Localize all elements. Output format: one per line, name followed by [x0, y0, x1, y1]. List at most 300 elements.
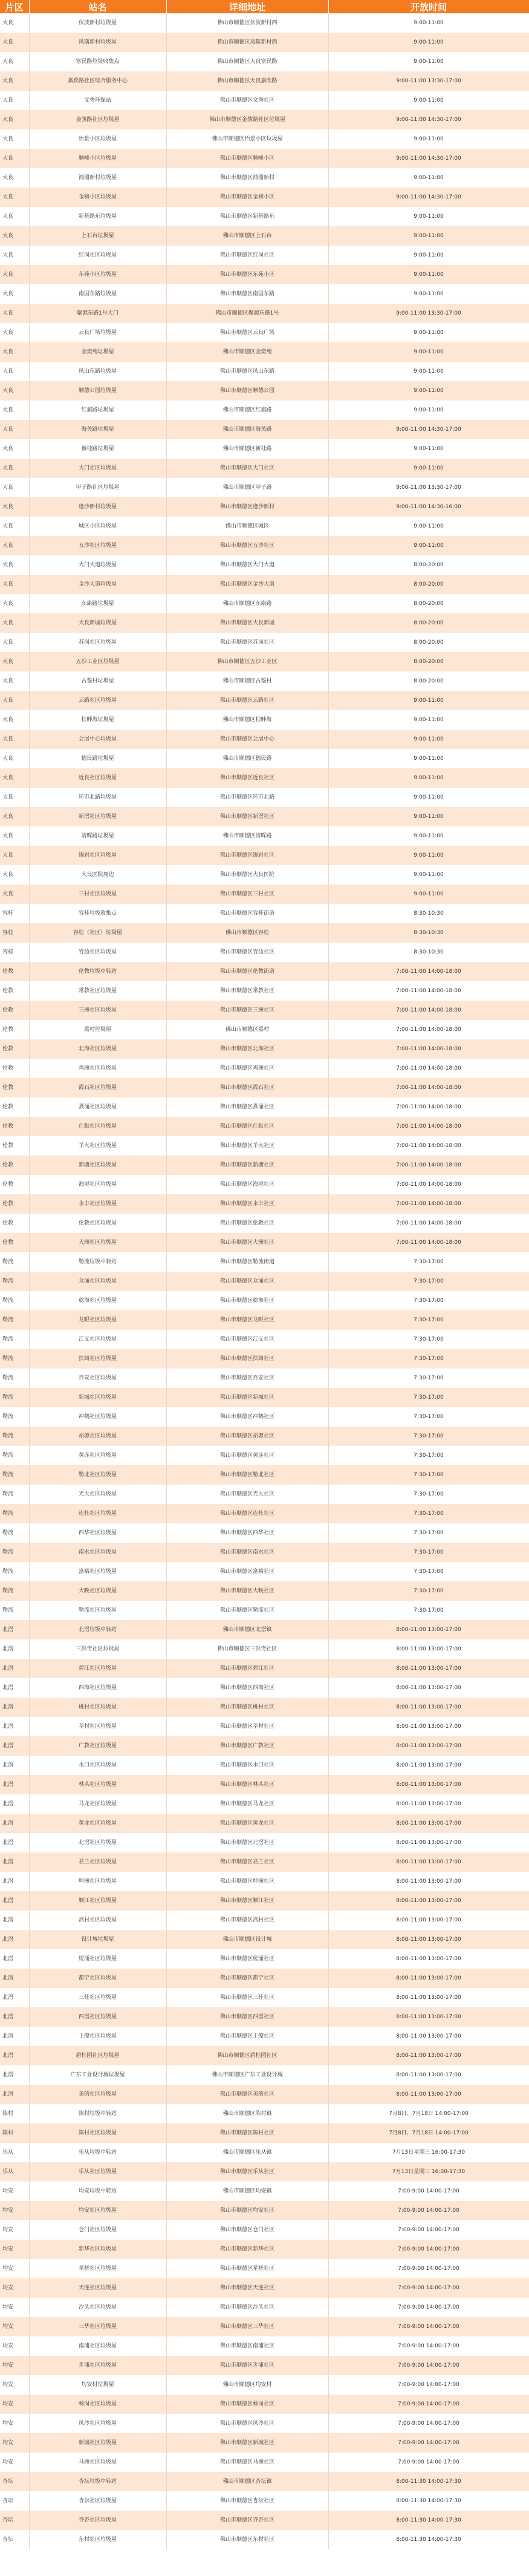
cell-hours: 8:00-20:00	[328, 633, 529, 652]
cell-address: 佛山市顺德区羊大社区	[166, 1136, 328, 1156]
cell-address: 佛山市顺德区大门大道	[166, 555, 328, 575]
cell-address: 佛山市顺德区广东工业设计城	[166, 2065, 328, 2085]
cell-area: 大良	[0, 865, 29, 884]
cell-area: 大良	[0, 110, 29, 129]
cell-area: 勒流	[0, 1504, 29, 1523]
cell-area: 北滘	[0, 1969, 29, 1988]
table-row	[0, 459, 529, 478]
cell-name: 百安社区垃圾屋	[29, 1368, 166, 1388]
cell-address: 佛山市顺德区莘村社区	[166, 1717, 328, 1736]
cell-area: 勒流	[0, 1272, 29, 1291]
cell-area: 勒流	[0, 1330, 29, 1349]
cell-name: 上僚社区垃圾屋	[29, 2027, 166, 2046]
cell-address: 佛山市顺德区三村社区	[166, 884, 328, 904]
table-row	[0, 1117, 529, 1136]
cell-name: 红岗社区垃圾屋	[29, 246, 166, 265]
cell-address: 佛山市顺德区桃村社区	[166, 1698, 328, 1717]
cell-hours: 7:30-17:00	[328, 1252, 529, 1272]
table-row	[0, 2530, 529, 2549]
cell-address: 佛山市顺德区逢沙新村	[166, 497, 328, 517]
cell-hours: 7:30-17:00	[328, 1272, 529, 1291]
cell-address: 佛山市顺德区顺德公园	[166, 381, 328, 400]
cell-address: 佛山市顺德区杏坛社区	[166, 2491, 328, 2511]
cell-area: 大良	[0, 168, 29, 188]
table-row	[0, 2085, 529, 2104]
cell-area: 勒流	[0, 1368, 29, 1388]
table-row	[0, 865, 529, 884]
cell-hours: 7:00-11:00 14:00-18:00	[328, 1059, 529, 1078]
cell-address: 佛山市顺德区北海社区	[166, 1039, 328, 1059]
cell-address: 佛山市顺德区文秀社区	[166, 91, 328, 110]
cell-hours: 7:00-11:00 14:00-18:00	[328, 981, 529, 1001]
cell-area: 均安	[0, 2356, 29, 2375]
cell-address: 佛山市顺德区大良嘉欣路	[166, 71, 328, 91]
table-row	[0, 1175, 529, 1194]
cell-area: 大良	[0, 91, 29, 110]
cell-area: 均安	[0, 2201, 29, 2220]
table-row	[0, 2143, 529, 2162]
cell-name: 凤沙社区垃圾屋	[29, 2414, 166, 2433]
cell-area: 大良	[0, 555, 29, 575]
table-row	[0, 710, 529, 730]
cell-hours: 7月8日、7月18日 14:00-17:00	[328, 2104, 529, 2123]
table-row	[0, 246, 529, 265]
cell-area: 大良	[0, 633, 29, 652]
table-row	[0, 2027, 529, 2046]
cell-name: 广东工业设计城垃圾屋	[29, 2065, 166, 2085]
cell-name: 荔村垃圾屋	[29, 1020, 166, 1039]
cell-hours: 8:00-11:00 13:00-17:00	[328, 1833, 529, 1852]
table-row	[0, 807, 529, 826]
cell-hours: 7:00-11:00 14:00-18:00	[328, 1001, 529, 1020]
cell-name: 新城社区垃圾屋	[29, 2433, 166, 2453]
cell-address: 佛山市顺德区碧桂园社区	[166, 2046, 328, 2065]
cell-hours: 7:30-17:00	[328, 1349, 529, 1368]
cell-name: 三华社区垃圾屋	[29, 2317, 166, 2336]
cell-address: 佛山市顺德区云良广场	[166, 323, 328, 342]
cell-hours: 8:00-11:30 14:00-17:30	[328, 2472, 529, 2491]
cell-address: 佛山市顺德区齐杏社区	[166, 2511, 328, 2530]
cell-area: 大良	[0, 188, 29, 207]
cell-hours: 9:00-11:00	[328, 730, 529, 749]
cell-name: 新华社区垃圾屋	[29, 2240, 166, 2259]
cell-area: 大良	[0, 672, 29, 691]
cell-name: 三洲社区垃圾屋	[29, 1001, 166, 1020]
table-row	[0, 1872, 529, 1891]
cell-name: 陈村社区垃圾屋	[29, 2123, 166, 2143]
cell-name: 伦教垃圾中转站	[29, 962, 166, 981]
cell-area: 勒流	[0, 1465, 29, 1485]
cell-address: 佛山市顺德区红旗路	[166, 400, 328, 420]
cell-area: 大良	[0, 536, 29, 555]
cell-area: 勒流	[0, 1601, 29, 1620]
cell-hours: 9:00-11:00	[328, 129, 529, 149]
cell-area: 勒流	[0, 1252, 29, 1272]
cell-name: 马洲社区垃圾屋	[29, 2453, 166, 2472]
table-row	[0, 304, 529, 323]
cell-name: 怡景小区垃圾屋	[29, 129, 166, 149]
cell-hours: 8:00-11:00 13:00-17:00	[328, 1891, 529, 1911]
cell-name: 新滘社区垃圾屋	[29, 807, 166, 826]
cell-hours: 9:00-11:00	[328, 865, 529, 884]
table-body	[0, 13, 529, 2549]
cell-hours: 8:00-11:00 13:00-17:00	[328, 1988, 529, 2007]
cell-area: 大良	[0, 884, 29, 904]
cell-hours: 9:00-11:00	[328, 284, 529, 304]
cell-name: 鸿图新村垃圾屋	[29, 168, 166, 188]
cell-address: 佛山市顺德区君兰社区	[166, 1852, 328, 1872]
cell-name: 碧桂园社区垃圾屋	[29, 2046, 166, 2065]
cell-hours: 8:00-11:00 13:00-17:00	[328, 1775, 529, 1794]
cell-address: 佛山市顺德区新华社区	[166, 2240, 328, 2259]
cell-area: 北滘	[0, 2046, 29, 2065]
cell-address: 佛山市顺德区水口社区	[166, 1756, 328, 1775]
cell-hours: 7:00-11:00 14:00-18:00	[328, 1194, 529, 1214]
cell-address: 佛山市顺德区凤沙社区	[166, 2414, 328, 2433]
cell-area: 北滘	[0, 1930, 29, 1949]
cell-name: 东苑小区垃圾屋	[29, 265, 166, 284]
cell-area: 大良	[0, 13, 29, 33]
cell-area: 伦教	[0, 1001, 29, 1020]
cell-name: 扶闾社区垃圾屋	[29, 1349, 166, 1368]
cell-hours: 7:00-11:00 14:00-18:00	[328, 962, 529, 981]
cell-hours: 9:00-11:00	[328, 749, 529, 768]
table-row	[0, 1330, 529, 1349]
cell-address: 佛山市顺德区三桂社区	[166, 1988, 328, 2007]
cell-name: 顺德公园垃圾屋	[29, 381, 166, 400]
table-row	[0, 981, 529, 1001]
table-row	[0, 168, 529, 188]
cell-hours: 9:00-11:00	[328, 323, 529, 342]
cell-address: 佛山市顺德区顺峰小区	[166, 149, 328, 168]
cell-name: 文秀环保站	[29, 91, 166, 110]
cell-area: 北滘	[0, 1833, 29, 1852]
cell-name: 金奕苑垃圾屋	[29, 342, 166, 362]
cell-hours: 8:00-11:00 13:00-17:00	[328, 2085, 529, 2104]
table-row	[0, 555, 529, 575]
cell-hours: 9:00-11:00	[328, 710, 529, 730]
cell-area: 均安	[0, 2259, 29, 2278]
table-row	[0, 13, 529, 33]
cell-hours: 8:00-20:00	[328, 555, 529, 575]
cell-area: 均安	[0, 2453, 29, 2472]
cell-hours: 9:00-11:00	[328, 459, 529, 478]
cell-name: 凤山东路垃圾屋	[29, 362, 166, 381]
cell-area: 北滘	[0, 2007, 29, 2027]
cell-name: 大良新城垃圾屋	[29, 613, 166, 633]
cell-name: 金榜小区垃圾屋	[29, 188, 166, 207]
cell-name: 金沙大道垃圾屋	[29, 575, 166, 594]
cell-address: 佛山市顺德区近良社区	[166, 768, 328, 788]
cell-name: 坤洲社区垃圾屋	[29, 1872, 166, 1891]
cell-area: 北滘	[0, 1659, 29, 1678]
cell-hours: 7:30-17:00	[328, 1310, 529, 1330]
cell-address: 佛山市顺德区陈村社区	[166, 2123, 328, 2143]
cell-address: 佛山市顺德区北滘镇	[166, 1620, 328, 1639]
table-row	[0, 1001, 529, 1020]
cell-address: 佛山市顺德区均安镇	[166, 2182, 328, 2201]
table-row	[0, 2491, 529, 2511]
cell-hours: 7:00-9:00 14:00-17:00	[328, 2201, 529, 2220]
cell-address: 佛山市顺德区伏波新村西	[166, 13, 328, 33]
cell-hours: 9:00-11:00 14:30-17:00	[328, 420, 529, 439]
table-row	[0, 2453, 529, 2472]
cell-name: 德民路垃圾屋	[29, 749, 166, 768]
cell-address: 佛山市顺德区聚源东路1号	[166, 304, 328, 323]
cell-address: 佛山市顺德区乐从镇	[166, 2143, 328, 2162]
cell-area: 北滘	[0, 1852, 29, 1872]
cell-hours: 8:00-11:00 13:00-17:00	[328, 1756, 529, 1775]
table-row	[0, 884, 529, 904]
cell-address: 佛山市顺德区新塘社区	[166, 1156, 328, 1175]
table-row	[0, 2259, 529, 2278]
cell-hours: 9:00-11:00	[328, 33, 529, 52]
cell-name: 广教社区垃圾屋	[29, 1736, 166, 1756]
cell-area: 北滘	[0, 1988, 29, 2007]
cell-name: 碧江社区垃圾屋	[29, 1659, 166, 1678]
cell-area: 大良	[0, 749, 29, 768]
cell-name: 龙眼社区垃圾屋	[29, 1310, 166, 1330]
cell-area: 北滘	[0, 2027, 29, 2046]
cell-name: 裕源社区垃圾屋	[29, 1427, 166, 1446]
table-row	[0, 478, 529, 497]
table-row	[0, 2298, 529, 2317]
cell-area: 大良	[0, 52, 29, 71]
cell-name: 鸡洲社区垃圾屋	[29, 1059, 166, 1078]
cell-area: 大良	[0, 517, 29, 536]
cell-name: 众涌社区垃圾屋	[29, 1272, 166, 1291]
cell-address: 佛山市顺德区金榜小区	[166, 188, 328, 207]
table-row	[0, 749, 529, 768]
cell-name: 南浦社区垃圾屋	[29, 2336, 166, 2356]
cell-address: 佛山市顺德区桂畔海	[166, 710, 328, 730]
table-row	[0, 846, 529, 865]
cell-address: 佛山市顺德区马洲社区	[166, 2453, 328, 2472]
cell-area: 大良	[0, 478, 29, 497]
table-row	[0, 1911, 529, 1930]
cell-name: 马龙社区垃圾屋	[29, 1794, 166, 1814]
cell-name: 设计城垃圾屋	[29, 1930, 166, 1949]
cell-address: 佛山市顺德区大良富民路	[166, 52, 328, 71]
cell-name: 桃村社区垃圾屋	[29, 1698, 166, 1717]
table-row	[0, 149, 529, 168]
cell-hours: 8:00-11:00 13:00-17:00	[328, 1659, 529, 1678]
cell-name: 勒流垃圾中转站	[29, 1252, 166, 1272]
cell-address: 佛山市顺德区光大社区	[166, 1485, 328, 1504]
cell-hours: 7:00-9:00 14:00-17:00	[328, 2336, 529, 2356]
cell-area: 大良	[0, 323, 29, 342]
cell-name: 顺江社区垃圾屋	[29, 1891, 166, 1911]
cell-area: 大良	[0, 33, 29, 52]
cell-address: 佛山市顺德区沙头社区	[166, 2298, 328, 2317]
cell-hours: 9:00-11:00	[328, 246, 529, 265]
cell-name: 仕版社区垃圾屋	[29, 1117, 166, 1136]
table-row	[0, 594, 529, 613]
cell-hours: 7:30-17:00	[328, 1465, 529, 1485]
cell-name: 三桂社区垃圾屋	[29, 1988, 166, 2007]
table-row	[0, 1214, 529, 1233]
cell-address: 佛山市顺德区海尾社区	[166, 1175, 328, 1194]
cell-name: 云良广场垃圾屋	[29, 323, 166, 342]
cell-name: 伦教社区垃圾屋	[29, 1214, 166, 1233]
cell-address: 佛山市顺德区马龙社区	[166, 1794, 328, 1814]
cell-name: 北海社区垃圾屋	[29, 1039, 166, 1059]
cell-area: 伦教	[0, 1059, 29, 1078]
cell-area: 北滘	[0, 1794, 29, 1814]
table-row	[0, 2240, 529, 2259]
cell-address: 佛山市顺德区富裕社区	[166, 1562, 328, 1581]
table-row	[0, 2220, 529, 2240]
cell-address: 佛山市顺德区金沙大道	[166, 575, 328, 594]
cell-area: 勒流	[0, 1310, 29, 1330]
cell-hours: 7:00-9:00 14:00-17:00	[328, 2414, 529, 2433]
cell-name: 莘村社区垃圾屋	[29, 1717, 166, 1736]
cell-hours: 7:00-9:00 14:00-17:00	[328, 2259, 529, 2278]
header-hours: 开放时间	[328, 0, 529, 13]
cell-hours: 8:00-11:00 13:00-17:00	[328, 1620, 529, 1639]
table-row	[0, 2162, 529, 2182]
cell-address: 佛山市顺德区容桂	[166, 923, 328, 943]
table-row	[0, 536, 529, 555]
table-row	[0, 497, 529, 517]
cell-area: 大良	[0, 710, 29, 730]
cell-hours: 8:00-11:30 14:00-17:30	[328, 2530, 529, 2549]
table-row	[0, 1485, 529, 1504]
cell-area: 勒流	[0, 1485, 29, 1504]
table-row	[0, 2433, 529, 2453]
table-row	[0, 2201, 529, 2220]
table-row	[0, 1407, 529, 1427]
cell-address: 佛山市顺德区西滘社区	[166, 2007, 328, 2027]
cell-name: 西滘社区垃圾屋	[29, 2007, 166, 2027]
table-row	[0, 652, 529, 672]
cell-address: 佛山市顺德区均安村	[166, 2375, 328, 2395]
cell-hours: 8:00-11:00 13:00-17:00	[328, 1736, 529, 1756]
cell-area: 北滘	[0, 1698, 29, 1717]
cell-address: 佛山市顺德区新基路东	[166, 207, 328, 226]
table-row	[0, 2046, 529, 2065]
cell-address: 佛山市顺德区新滘社区	[166, 807, 328, 826]
cell-address: 佛山市顺德区荔村	[166, 1020, 328, 1039]
cell-hours: 8:00-11:00 13:00-17:00	[328, 1852, 529, 1872]
cell-name: 冲鹤社区垃圾屋	[29, 1407, 166, 1427]
cell-area: 大良	[0, 71, 29, 91]
cell-hours: 7:30-17:00	[328, 1581, 529, 1601]
cell-address: 佛山市顺德区畅岗社区	[166, 2395, 328, 2414]
cell-area: 伦教	[0, 1097, 29, 1117]
cell-name: 新基路东垃圾屋	[29, 207, 166, 226]
cell-area: 大良	[0, 342, 29, 362]
cell-address: 佛山市顺德区北滘社区	[166, 1833, 328, 1852]
cell-address: 佛山市顺德区五沙社区	[166, 536, 328, 555]
cell-address: 佛山市顺德区凤斯新村西	[166, 33, 328, 52]
cell-name: 北滘垃圾中转站	[29, 1620, 166, 1639]
table-row	[0, 1039, 529, 1059]
cell-name: 城区小区垃圾屋	[29, 517, 166, 536]
cell-name: 乐从垃圾中转站	[29, 2143, 166, 2162]
cell-hours: 7:00-9:00 14:00-17:00	[328, 2356, 529, 2375]
cell-area: 容桂	[0, 923, 29, 943]
cell-name: 凤斯新村垃圾屋	[29, 33, 166, 52]
cell-name: 伏波新村垃圾屋	[29, 13, 166, 33]
cell-area: 大良	[0, 691, 29, 710]
table-row	[0, 1097, 529, 1117]
cell-address: 佛山市顺德区豸浦社区	[166, 2356, 328, 2375]
cell-area: 大良	[0, 788, 29, 807]
cell-area: 均安	[0, 2375, 29, 2395]
cell-area: 勒流	[0, 1562, 29, 1581]
cell-area: 伦教	[0, 1078, 29, 1097]
cell-hours: 8:30-10:30	[328, 904, 529, 923]
cell-area: 大良	[0, 284, 29, 304]
cell-hours: 7:30-17:00	[328, 1504, 529, 1523]
cell-hours: 8:00-11:00 13:00-17:00	[328, 2007, 529, 2027]
cell-address: 佛山市顺德区锦岩社区	[166, 846, 328, 865]
cell-hours: 9:00-11:00	[328, 226, 529, 246]
table-row	[0, 265, 529, 284]
table-row	[0, 1368, 529, 1388]
cell-address: 佛山市顺德区苏岗社区	[166, 633, 328, 652]
cell-area: 勒流	[0, 1349, 29, 1368]
cell-name: 会展中心垃圾屋	[29, 730, 166, 749]
cell-hours: 8:00-11:00 13:00-17:00	[328, 1639, 529, 1659]
cell-hours: 7:30-17:00	[328, 1330, 529, 1349]
cell-area: 乐从	[0, 2143, 29, 2162]
table-row	[0, 2104, 529, 2123]
cell-address: 佛山市顺德区环市北路	[166, 788, 328, 807]
table-row	[0, 691, 529, 710]
table-row	[0, 1523, 529, 1543]
table-row	[0, 1252, 529, 1272]
cell-name: 豸浦社区垃圾屋	[29, 2356, 166, 2375]
cell-hours: 9:00-11:00	[328, 362, 529, 381]
cell-area: 勒流	[0, 1446, 29, 1465]
cell-name: 云路社区垃圾屋	[29, 691, 166, 710]
cell-name: 陈村垃圾中转站	[29, 2104, 166, 2123]
header-area: 片区	[0, 0, 29, 13]
cell-address: 佛山市顺德区城区	[166, 517, 328, 536]
cell-area: 均安	[0, 2414, 29, 2433]
cell-hours: 8:30-10:30	[328, 923, 529, 943]
cell-area: 大良	[0, 652, 29, 672]
table-row	[0, 1794, 529, 1814]
table-row	[0, 2356, 529, 2375]
table-row	[0, 439, 529, 459]
cell-address: 佛山市顺德区上石台	[166, 226, 328, 246]
table-row	[0, 2065, 529, 2085]
cell-hours: 7:30-17:00	[328, 1407, 529, 1427]
table-row	[0, 962, 529, 981]
table-row	[0, 400, 529, 420]
cell-address: 佛山市顺德区三洪奇社区	[166, 1639, 328, 1659]
table-row	[0, 1349, 529, 1368]
cell-address: 佛山市顺德区大良新城	[166, 613, 328, 633]
table-row	[0, 2336, 529, 2356]
cell-hours: 8:00-20:00	[328, 672, 529, 691]
cell-area: 北滘	[0, 1620, 29, 1639]
cell-name: 均安社区垃圾屋	[29, 2201, 166, 2220]
cell-address: 佛山市顺德区五沙工业区	[166, 652, 328, 672]
cell-hours: 7月13日星期三 16:00-17:30	[328, 2143, 529, 2162]
table-row	[0, 1949, 529, 1969]
cell-area: 勒流	[0, 1388, 29, 1407]
table-row	[0, 1678, 529, 1698]
cell-area: 大良	[0, 575, 29, 594]
cell-name: 勒北社区垃圾屋	[29, 1465, 166, 1485]
cell-area: 容桂	[0, 904, 29, 923]
cell-area: 北滘	[0, 2065, 29, 2085]
table-row	[0, 2511, 529, 2530]
